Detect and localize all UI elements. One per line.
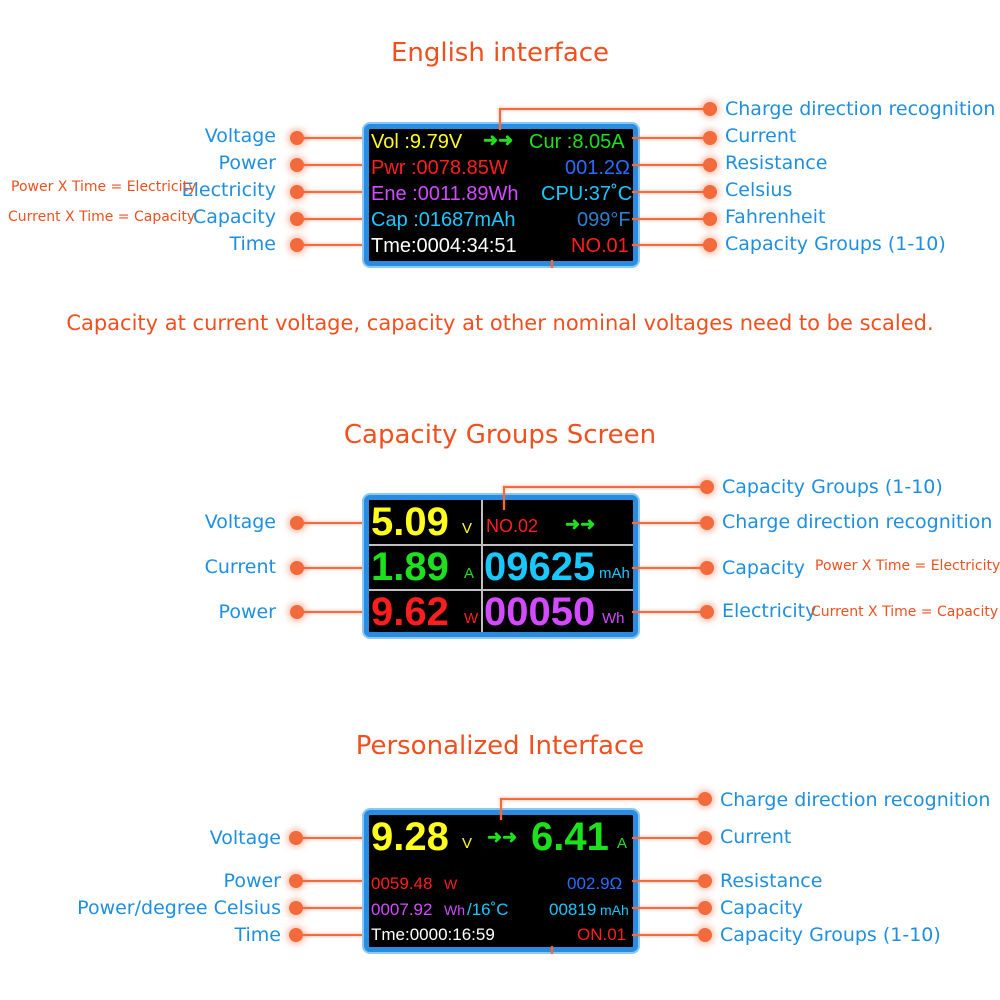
s1-res: 001.2Ω	[565, 157, 630, 179]
s2-label-power: Power	[218, 601, 276, 623]
s1-label-time: Time	[229, 233, 276, 255]
s3-dot	[698, 874, 712, 888]
s3-label-resistance: Resistance	[720, 870, 823, 892]
s3-label-power-celsius: Power/degree Celsius	[77, 897, 281, 919]
s2-connector	[297, 522, 369, 524]
s2-label-electricity: Electricity	[722, 600, 817, 622]
s2-dot	[700, 480, 714, 494]
s1-connector	[632, 137, 709, 139]
s2-ene: 00050	[484, 590, 596, 634]
s2-dot	[700, 561, 714, 575]
s3-temp: /16˚C	[467, 900, 509, 919]
s1-label-charge-direction: Charge direction recognition	[725, 98, 996, 120]
s1-caption: Capacity at current voltage, capacity at other nominal voltages need to be scaled.	[66, 311, 934, 335]
s3-connector	[632, 837, 705, 839]
s1-note-electricity: Power X Time = Electricity	[11, 179, 197, 195]
s3-tick	[551, 946, 553, 954]
s1-connector	[499, 108, 709, 110]
s1-no: NO.01	[571, 235, 629, 257]
section1-title: English interface	[390, 38, 610, 68]
s3-volt-unit: V	[462, 835, 473, 852]
s3-label-capacity: Capacity	[720, 897, 804, 919]
s2-cur-unit: A	[464, 565, 475, 582]
s2-no: NO.02	[486, 516, 539, 536]
s2-ene-unit: Wh	[602, 610, 625, 627]
s1-connector	[297, 137, 369, 139]
s2-connector	[297, 567, 369, 569]
s3-connector	[632, 934, 705, 936]
s3-connector	[632, 880, 705, 882]
s2-label-current: Current	[204, 556, 276, 578]
s2-label-capacity-groups: Capacity Groups (1-10)	[722, 476, 943, 498]
s3-pwr: 0059.48	[371, 874, 433, 893]
s1-label-electricity: Electricity	[181, 179, 276, 201]
s1-connector	[632, 164, 709, 166]
s3-dot	[698, 901, 712, 915]
s1-connector	[499, 108, 501, 130]
s1-pwr: Pwr :0078.85W	[371, 157, 508, 179]
s2-screen	[364, 495, 638, 637]
s1-cpu: CPU:37˚C	[541, 183, 633, 205]
s1-dot	[703, 238, 717, 252]
s3-label-time: Time	[234, 924, 281, 946]
s2-connector	[632, 567, 706, 569]
s2-label-capacity: Capacity	[722, 557, 806, 579]
s2-connector	[632, 522, 706, 524]
s3-connector	[296, 880, 369, 882]
s2-note-capacity: Current X Time = Capacity	[811, 604, 999, 620]
s3-dot	[698, 928, 712, 942]
s1-label-resistance: Resistance	[725, 152, 828, 174]
s2-connector	[632, 611, 706, 613]
s3-cap: 00819	[549, 900, 597, 919]
s3-cap-unit: mAh	[600, 902, 629, 918]
s1-connector	[632, 191, 709, 193]
s3-dot	[698, 831, 712, 845]
s1-connector	[297, 244, 369, 246]
s1-note-capacity: Current X Time = Capacity	[8, 209, 196, 225]
s3-label-charge-direction: Charge direction recognition	[720, 789, 991, 811]
s1-dot	[703, 212, 717, 226]
s3-screen	[364, 810, 638, 952]
s2-connector	[503, 486, 505, 510]
s3-dot	[698, 792, 712, 806]
s3-ene-unit: Wh	[444, 902, 465, 918]
s1-label-capacity-groups: Capacity Groups (1-10)	[725, 233, 946, 255]
s3-cur-unit: A	[617, 835, 628, 852]
s3-label-capacity-groups: Capacity Groups (1-10)	[720, 924, 941, 946]
s1-ene: Ene :0011.89Wh	[371, 183, 519, 205]
s2-dot	[700, 516, 714, 530]
s1-cap: Cap :01687mAh	[371, 209, 516, 231]
s2-pwr: 9.62	[371, 590, 449, 634]
section3-title: Personalized Interface	[355, 731, 645, 761]
s3-connector	[500, 798, 502, 820]
s2-cur: 1.89	[371, 545, 449, 589]
s2-connector	[297, 611, 369, 613]
s1-cur: Cur :8.05A	[529, 131, 625, 153]
s1-label-current: Current	[725, 125, 797, 147]
s2-label-charge-direction: Charge direction recognition	[722, 511, 993, 533]
s1-connector	[297, 164, 369, 166]
s3-label-power: Power	[223, 870, 281, 892]
s3-connector	[632, 907, 705, 909]
s1-dot	[703, 131, 717, 145]
s3-connector	[296, 837, 369, 839]
s3-res: 002.9Ω	[567, 874, 623, 893]
s1-dot	[703, 185, 717, 199]
s1-tick	[551, 260, 553, 268]
s3-volt: 9.28	[371, 815, 449, 859]
s1-tme: Tme:0004:34:51	[371, 235, 517, 257]
s1-label-fahrenheit: Fahrenheit	[725, 206, 826, 228]
s2-note-electricity: Power X Time = Electricity	[815, 558, 1000, 574]
s2-volt-unit: V	[462, 520, 473, 537]
s2-label-voltage: Voltage	[204, 511, 276, 533]
s1-vol: Vol :9.79V	[371, 131, 463, 153]
s2-grid-divider	[481, 500, 483, 632]
s1-arrow-icon: ➜➜	[483, 130, 514, 150]
s3-label-current: Current	[720, 826, 792, 848]
s3-pwr-unit: W	[444, 876, 458, 892]
s2-pwr-unit: W	[464, 610, 479, 627]
s3-connector	[296, 907, 369, 909]
s2-arrow-icon: ➜➜	[565, 514, 596, 534]
s2-cap-unit: mAh	[599, 565, 630, 582]
s1-dot	[703, 158, 717, 172]
s1-label-voltage: Voltage	[204, 125, 276, 147]
s1-connector	[297, 191, 369, 193]
s1-connector	[632, 244, 709, 246]
s3-arrow-icon: ➜➜	[487, 827, 518, 847]
s1-connector	[297, 218, 369, 220]
s3-connector	[500, 798, 705, 800]
s1-fah: 099°F	[577, 209, 631, 231]
s3-label-voltage: Voltage	[209, 827, 281, 849]
section2-title: Capacity Groups Screen	[343, 420, 657, 450]
s3-on: ON.01	[577, 925, 627, 944]
s1-screen	[364, 124, 638, 266]
s2-volt: 5.09	[371, 500, 449, 544]
s2-dot	[700, 605, 714, 619]
s3-ene: 0007.92	[371, 900, 433, 919]
s3-cur: 6.41	[531, 815, 609, 859]
s1-label-power: Power	[218, 152, 276, 174]
s3-tme: Tme:0000:16:59	[371, 925, 495, 944]
s1-label-capacity: Capacity	[192, 206, 276, 228]
s2-connector	[503, 486, 706, 488]
s1-dot	[703, 102, 717, 116]
s3-connector	[296, 934, 369, 936]
s1-connector	[632, 218, 709, 220]
s2-cap: 09625	[484, 545, 596, 589]
s1-label-celsius: Celsius	[725, 179, 793, 201]
